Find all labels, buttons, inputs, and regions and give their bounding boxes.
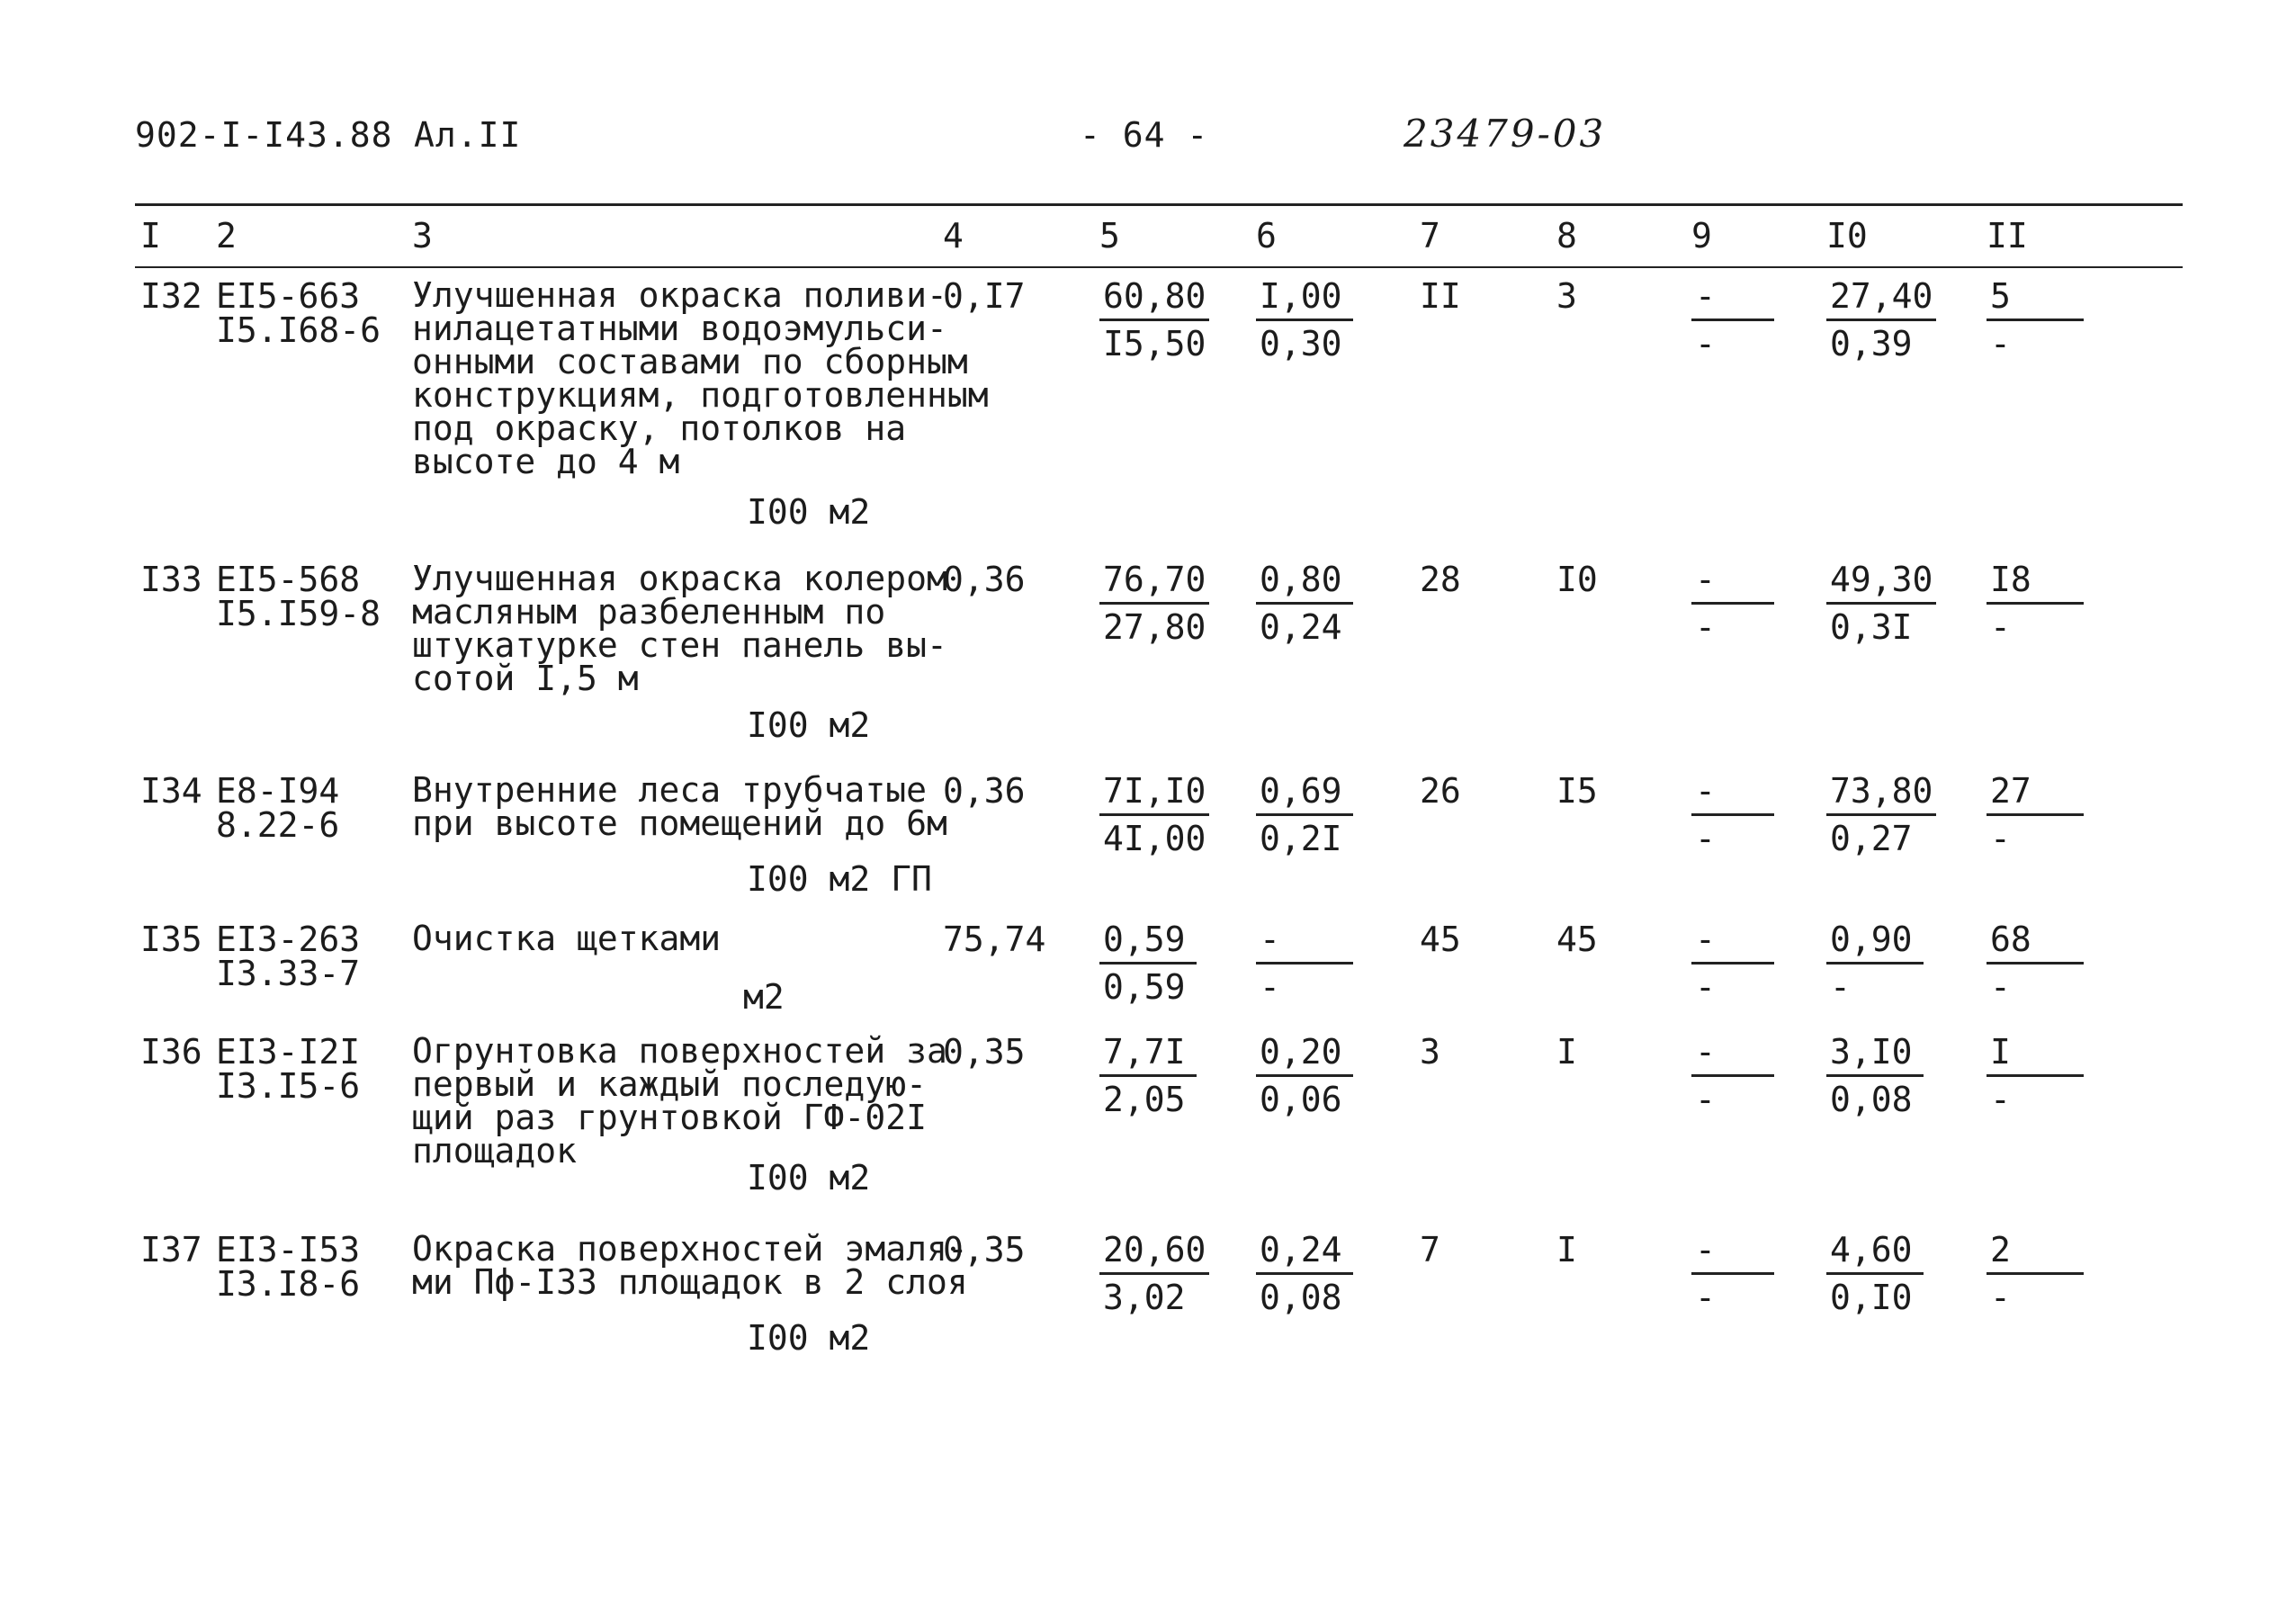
value-col-11-bottom: - [1990, 607, 2011, 647]
value-col-7: 3 [1420, 1032, 1440, 1072]
value-col-9-top: - [1691, 774, 1774, 816]
description-line: нилацетатными водоэмульси- [412, 309, 947, 348]
measure-unit: I00 м2 ГП [747, 859, 932, 899]
description-line: сотой I,5 м [412, 659, 639, 698]
value-col-10 [1826, 1032, 1924, 1122]
value-col-9 [1691, 771, 1774, 861]
value-col-11-bottom: - [1990, 1278, 2011, 1317]
cost-component-bottom: 0,08 [1260, 1278, 1342, 1317]
direct-cost-bottom: 27,80 [1103, 607, 1206, 647]
description-line: Очистка щетками [412, 919, 722, 958]
value-col-8: I [1556, 1032, 1577, 1072]
value-col-10-top: 49,30 [1826, 562, 1936, 605]
value-col-10-bottom: 0,3I [1830, 607, 1913, 647]
description-line: Улучшенная окраска колером [412, 559, 947, 598]
description-line: Окраска поверхностей эмаля- [412, 1229, 968, 1269]
row-number: I36 [140, 1032, 202, 1072]
cost-component-top: 0,24 [1256, 1233, 1353, 1275]
direct-cost [1099, 922, 1197, 1009]
value-col-7: 26 [1420, 771, 1461, 811]
row-number: I35 [140, 920, 202, 959]
value-col-10 [1826, 562, 1936, 650]
direct-cost-top: 76,70 [1099, 562, 1209, 605]
value-col-8: 45 [1556, 920, 1598, 959]
value-col-11-bottom: - [1990, 1080, 2011, 1119]
description-line: Внутренние леса трубчатые [412, 770, 927, 810]
direct-cost-top: 60,80 [1099, 279, 1209, 321]
value-col-9 [1691, 1032, 1774, 1122]
value-col-9-bottom: - [1695, 819, 1716, 858]
value-col-11-bottom: - [1990, 819, 2011, 858]
cost-component [1256, 562, 1353, 650]
value-col-11-bottom: - [1990, 324, 2011, 363]
price-code: I5.I68-6 [216, 310, 381, 350]
cost-component-bottom: 0,30 [1260, 324, 1342, 363]
column-number: 2 [216, 216, 237, 256]
value-col-10-top: 73,80 [1826, 774, 1936, 816]
quantity: 0,35 [943, 1032, 1026, 1072]
column-number: I [140, 216, 161, 256]
value-col-7: 28 [1420, 560, 1461, 599]
column-number: 8 [1556, 216, 1577, 256]
description-line: при высоте помещений до 6м [412, 803, 947, 843]
cost-component-bottom: 0,06 [1260, 1080, 1342, 1119]
price-code: I3.I5-6 [216, 1066, 361, 1106]
row-number: I32 [140, 276, 202, 316]
measure-unit: I00 м2 [747, 705, 871, 745]
direct-cost-top: 20,60 [1099, 1233, 1209, 1275]
value-col-10-bottom: 0,39 [1830, 324, 1913, 363]
direct-cost-bottom: 4I,00 [1103, 819, 1206, 858]
cost-component-bottom: 0,24 [1260, 607, 1342, 647]
value-col-9 [1691, 276, 1774, 366]
measure-unit: I00 м2 [747, 1158, 871, 1198]
price-code: I3.I8-6 [216, 1264, 361, 1304]
value-col-9-bottom: - [1695, 607, 1716, 647]
quantity: 0,I7 [943, 276, 1026, 316]
quantity: 75,74 [943, 920, 1046, 959]
cost-component [1256, 276, 1353, 366]
rate-code: E8-I94 [216, 771, 340, 811]
cost-component-bottom: - [1260, 967, 1280, 1007]
value-col-11-top: 68 [1987, 922, 2084, 965]
direct-cost [1099, 1032, 1197, 1122]
direct-cost-bottom: 0,59 [1103, 967, 1186, 1007]
value-col-7: II [1420, 276, 1461, 316]
value-col-8: I0 [1556, 560, 1598, 599]
cost-component-top: I,00 [1256, 279, 1353, 321]
value-col-10 [1826, 771, 1936, 861]
value-col-10 [1826, 922, 1924, 1009]
description-line: щий раз грунтовкой ГФ-02I [412, 1098, 927, 1137]
description-line: масляным разбеленным по [412, 592, 886, 632]
value-col-10 [1826, 276, 1936, 366]
column-number: 6 [1256, 216, 1277, 256]
value-col-11 [1987, 1032, 2084, 1122]
rate-code: EI3-I53 [216, 1230, 361, 1270]
value-col-8: I5 [1556, 771, 1598, 811]
cost-component-bottom: 0,2I [1260, 819, 1342, 858]
value-col-9 [1691, 1230, 1774, 1320]
work-description [412, 559, 952, 698]
direct-cost-top: 7I,I0 [1099, 774, 1209, 816]
value-col-11 [1987, 276, 2084, 366]
value-col-9-bottom: - [1695, 324, 1716, 363]
value-col-10 [1826, 1230, 1924, 1320]
value-col-10-top: 3,I0 [1826, 1035, 1924, 1077]
direct-cost [1099, 771, 1209, 861]
rate-code: EI5-663 [216, 276, 361, 316]
description-line: первый и каждый последую- [412, 1064, 927, 1104]
direct-cost [1099, 276, 1209, 366]
description-line: Огрунтовка поверхностей за [412, 1031, 947, 1071]
price-code: I5.I59-8 [216, 594, 381, 633]
work-description [412, 770, 952, 843]
column-number: 4 [943, 216, 964, 256]
value-col-9-top: - [1691, 922, 1774, 965]
description-line: конструкциям, подготовленным [412, 375, 989, 415]
value-col-8: 3 [1556, 276, 1577, 316]
cost-component-top: 0,80 [1256, 562, 1353, 605]
direct-cost-top: 7,7I [1099, 1035, 1197, 1077]
value-col-9-top: - [1691, 1035, 1774, 1077]
description-line: ми Пф-I33 площадок в 2 слоя [412, 1262, 968, 1302]
value-col-11-bottom: - [1990, 967, 2011, 1007]
direct-cost-top: 0,59 [1099, 922, 1197, 965]
quantity: 0,36 [943, 771, 1026, 811]
table-header-rule [135, 266, 2183, 268]
rate-code: EI3-263 [216, 920, 361, 959]
direct-cost [1099, 562, 1209, 650]
direct-cost-bottom: 2,05 [1103, 1080, 1186, 1119]
column-number: 5 [1099, 216, 1120, 256]
value-col-10-top: 4,60 [1826, 1233, 1924, 1275]
value-col-11-top: I8 [1987, 562, 2084, 605]
rate-code: EI3-I2I [216, 1032, 361, 1072]
measure-unit: I00 м2 [747, 1318, 871, 1358]
row-number: I37 [140, 1230, 202, 1270]
cost-component-top: 0,69 [1256, 774, 1353, 816]
value-col-11 [1987, 771, 2084, 861]
value-col-8: I [1556, 1230, 1577, 1270]
value-col-10-top: 0,90 [1826, 922, 1924, 965]
work-description [412, 919, 952, 958]
description-line: онными составами по сборным [412, 342, 968, 381]
description-line: под окраску, потолков на [412, 408, 907, 448]
direct-cost [1099, 1230, 1209, 1320]
cost-component [1256, 1230, 1353, 1320]
value-col-11 [1987, 922, 2084, 1009]
value-col-9-top: - [1691, 1233, 1774, 1275]
price-code: 8.22-6 [216, 805, 340, 845]
page-number: - 64 - [1080, 115, 1209, 155]
value-col-9-bottom: - [1695, 967, 1716, 1007]
row-number: I33 [140, 560, 202, 599]
value-col-10-bottom: 0,08 [1830, 1080, 1913, 1119]
value-col-10-top: 27,40 [1826, 279, 1936, 321]
quantity: 0,36 [943, 560, 1026, 599]
direct-cost-bottom: I5,50 [1103, 324, 1206, 363]
value-col-9 [1691, 562, 1774, 650]
column-number: II [1987, 216, 2028, 256]
value-col-11-top: 5 [1987, 279, 2084, 321]
value-col-9-top: - [1691, 562, 1774, 605]
column-number: 7 [1420, 216, 1440, 256]
sheet-label: Ал.II [414, 115, 522, 155]
description-line: Улучшенная окраска поливи- [412, 275, 947, 315]
price-code: I3.33-7 [216, 954, 361, 993]
value-col-9-top: - [1691, 279, 1774, 321]
measure-unit: м2 [743, 977, 785, 1017]
description-line: штукатурке стен панель вы- [412, 625, 947, 665]
value-col-11 [1987, 562, 2084, 650]
value-col-9 [1691, 922, 1774, 1009]
cost-component [1256, 922, 1353, 1009]
quantity: 0,35 [943, 1230, 1026, 1270]
document-code: 902-I-I43.88 [135, 115, 393, 155]
table-top-rule [135, 203, 2183, 206]
value-col-10-bottom: - [1830, 967, 1851, 1007]
direct-cost-bottom: 3,02 [1103, 1278, 1186, 1317]
value-col-9-bottom: - [1695, 1278, 1716, 1317]
value-col-10-bottom: 0,I0 [1830, 1278, 1913, 1317]
work-description [412, 1229, 968, 1302]
value-col-11 [1987, 1230, 2084, 1320]
work-description [412, 1031, 952, 1171]
rate-code: EI5-568 [216, 560, 361, 599]
description-line: высоте до 4 м [412, 442, 680, 481]
column-number: I0 [1826, 216, 1868, 256]
value-col-7: 45 [1420, 920, 1461, 959]
row-number: I34 [140, 771, 202, 811]
cost-component-top: - [1256, 922, 1353, 965]
value-col-11-top: 2 [1987, 1233, 2084, 1275]
value-col-11-top: I [1987, 1035, 2084, 1077]
value-col-11-top: 27 [1987, 774, 2084, 816]
value-col-7: 7 [1420, 1230, 1440, 1270]
cost-component [1256, 1032, 1353, 1122]
value-col-10-bottom: 0,27 [1830, 819, 1913, 858]
column-number: 3 [412, 216, 433, 256]
value-col-9-bottom: - [1695, 1080, 1716, 1119]
measure-unit: I00 м2 [747, 492, 871, 532]
description-line: площадок [412, 1131, 578, 1171]
cost-component [1256, 771, 1353, 861]
column-number: 9 [1691, 216, 1712, 256]
inventory-number: 23479-03 [1404, 112, 1607, 156]
cost-component-top: 0,20 [1256, 1035, 1353, 1077]
